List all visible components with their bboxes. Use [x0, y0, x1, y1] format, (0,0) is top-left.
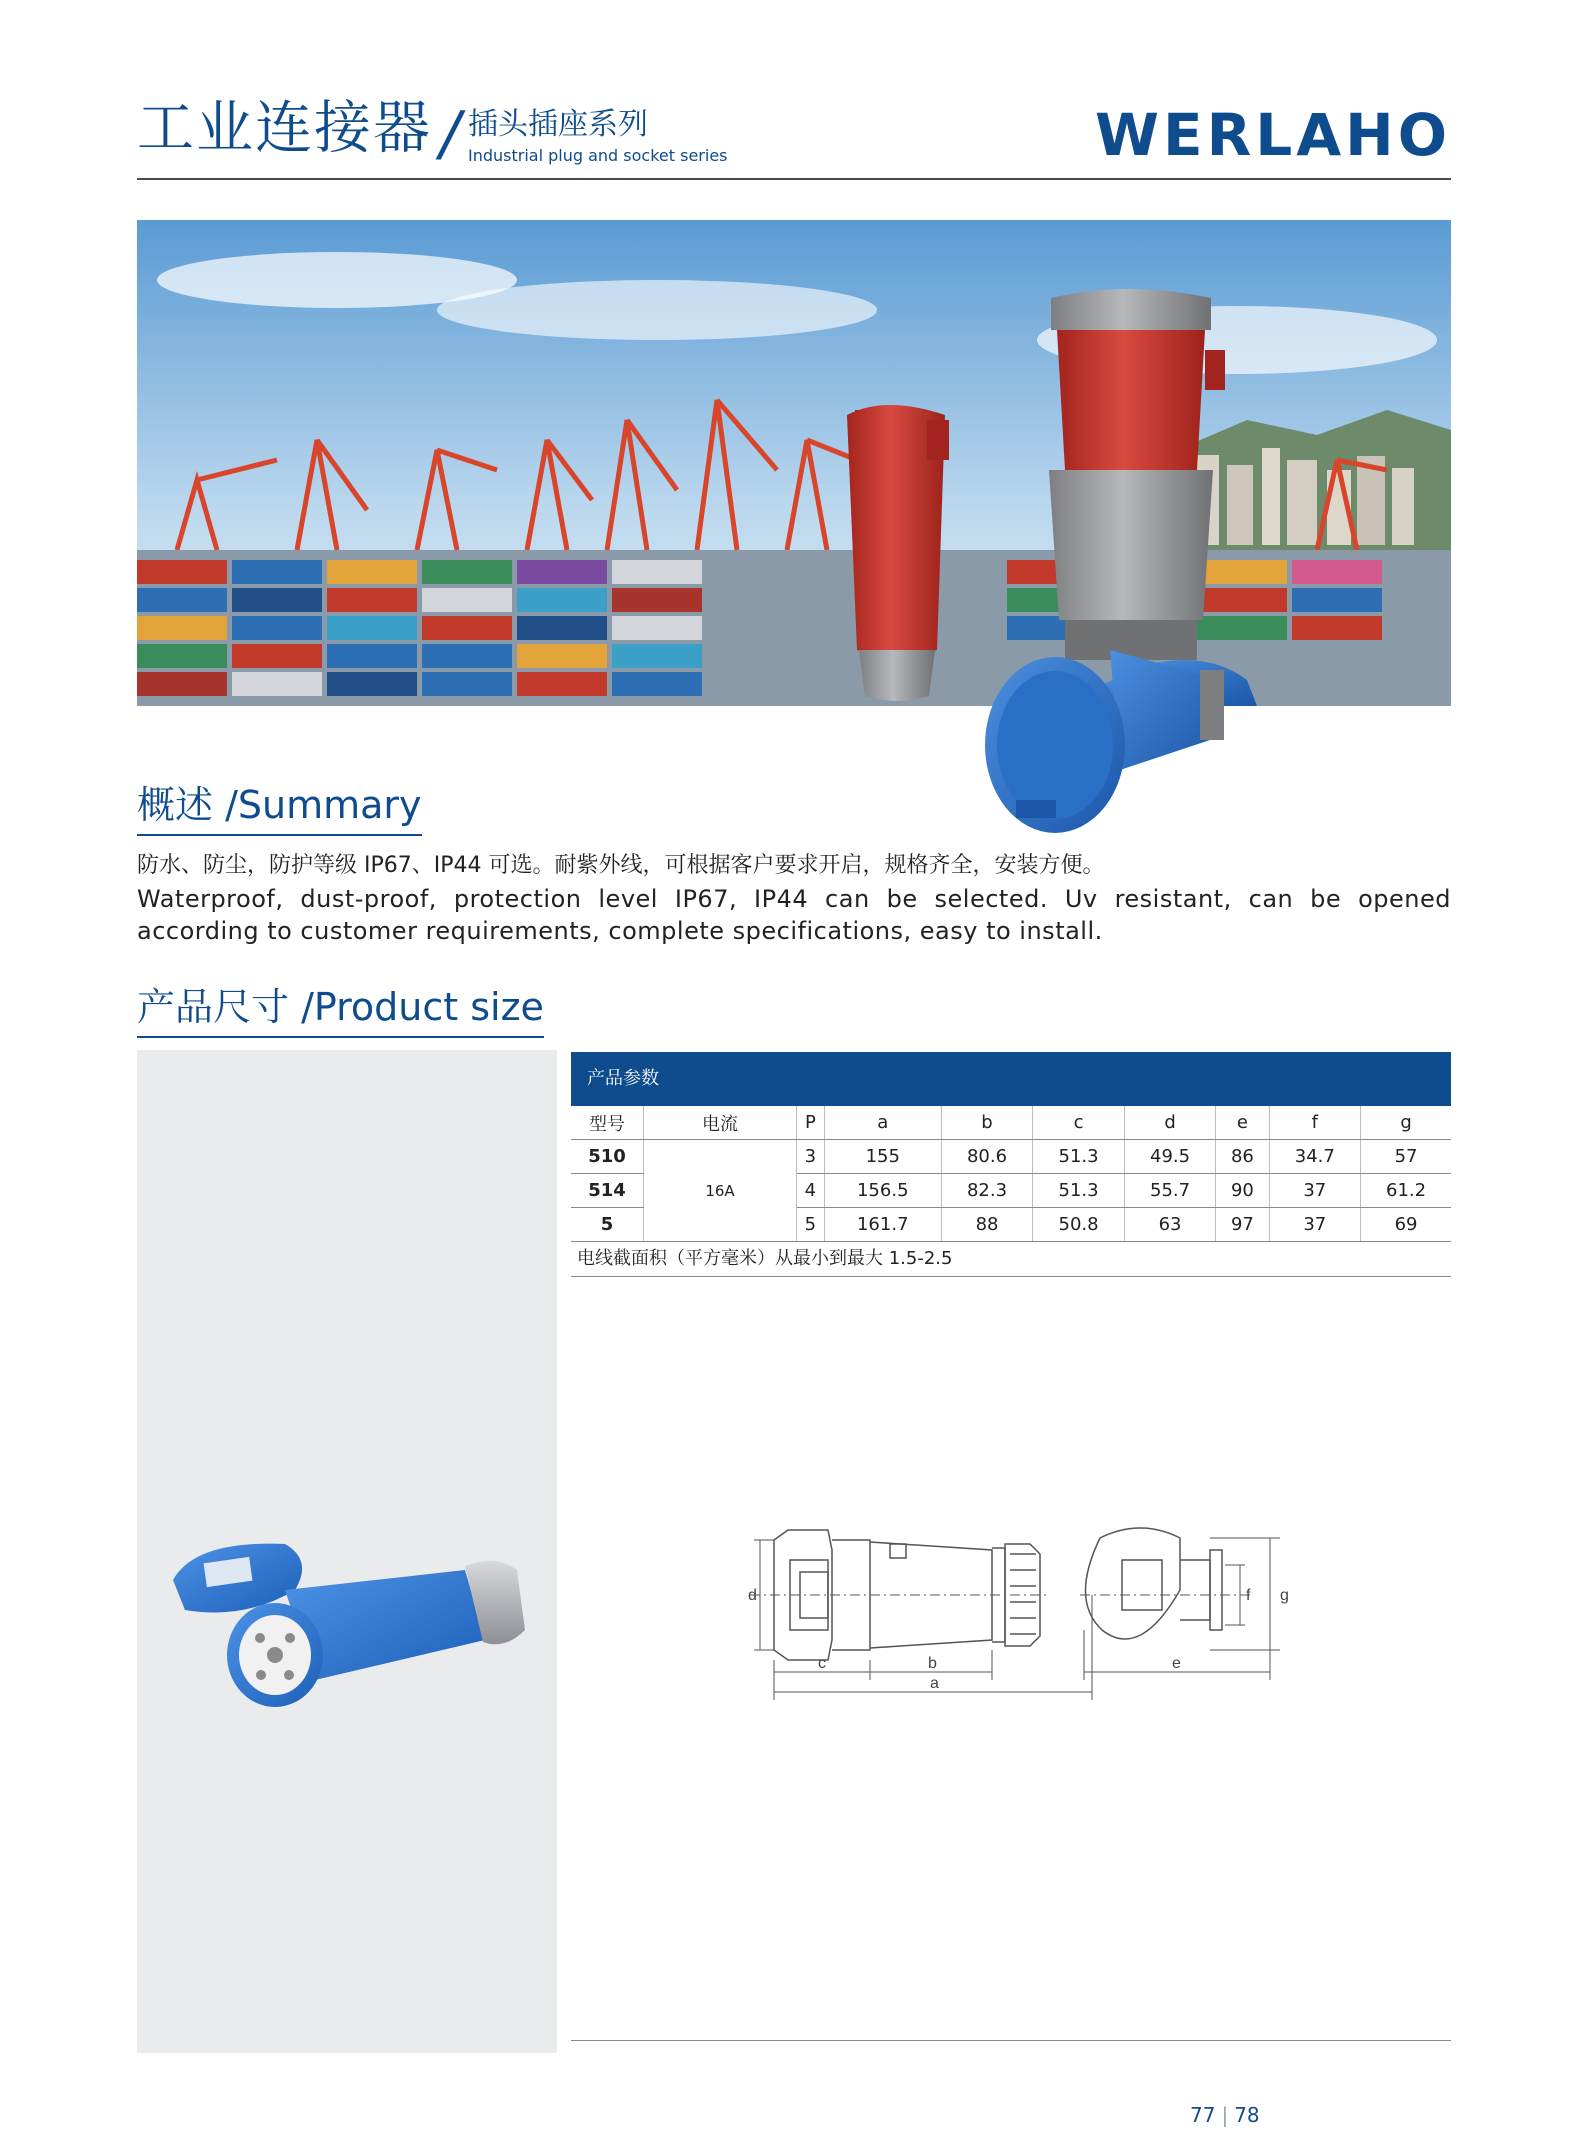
cell-e: 90	[1216, 1174, 1269, 1208]
header-p: P	[797, 1106, 825, 1140]
cell-p: 5	[797, 1208, 825, 1242]
product-size-heading: 产品尺寸 /Product size	[137, 988, 544, 1038]
summary-text-en: Waterproof, dust-proof, protection level IP67, IP44 can be selected. Uv resistant, can be opened according to customer requirements, complete specifications, easy to install.	[137, 885, 1451, 945]
spec-table-title: 产品参数	[571, 1052, 1451, 1106]
dimension-drawing	[740, 1520, 1330, 1700]
cell-p: 3	[797, 1140, 825, 1174]
spec-table-note: 电线截面积（平方毫米）从最小到最大 1.5-2.5	[571, 1242, 1451, 1277]
cell-a: 156.5	[824, 1174, 941, 1208]
header-e: e	[1216, 1106, 1269, 1140]
header-a: a	[824, 1106, 941, 1140]
footer-divider	[571, 2040, 1451, 2041]
page-number-separator: |	[1221, 2103, 1229, 2127]
cell-d: 63	[1124, 1208, 1216, 1242]
red-plug-product	[847, 405, 949, 701]
page-number-left: 77	[1190, 2103, 1216, 2127]
page-number	[1190, 2105, 1260, 2125]
cell-c: 50.8	[1033, 1208, 1125, 1242]
summary-heading: 概述 /Summary	[137, 786, 422, 836]
header-c: c	[1033, 1106, 1125, 1140]
table-row	[571, 1140, 1451, 1174]
dim-label-g: g	[1280, 1587, 1289, 1604]
cell-g: 61.2	[1361, 1174, 1451, 1208]
cell-c: 51.3	[1033, 1174, 1125, 1208]
page-number-right: 78	[1234, 2103, 1260, 2127]
brand-logo: WERLAHO	[1095, 101, 1451, 169]
cell-e: 86	[1216, 1140, 1269, 1174]
cell-a: 161.7	[824, 1208, 941, 1242]
header-title-cn: 工业连接器	[137, 95, 432, 161]
cell-current: 16A	[644, 1140, 797, 1242]
summary-text-cn: 防水、防尘，防护等级 IP67、IP44 可选。耐紫外线，可根据客户要求开启，规格齐全，安装方便。	[137, 853, 1105, 878]
cell-p: 4	[797, 1174, 825, 1208]
dim-label-c: c	[818, 1655, 826, 1672]
cell-b: 82.3	[941, 1174, 1033, 1208]
spec-table-grid	[571, 1106, 1451, 1242]
blue-socket-overhang	[960, 650, 1230, 850]
header-slash: /	[440, 99, 461, 169]
header-subtitle-cn: 插头插座系列	[468, 107, 648, 142]
dim-label-e: e	[1172, 1655, 1181, 1672]
header-subtitle-en: Industrial plug and socket series	[468, 146, 728, 165]
cell-f: 34.7	[1269, 1140, 1361, 1174]
cell-g: 57	[1361, 1140, 1451, 1174]
header-g: g	[1361, 1106, 1451, 1140]
cell-f: 37	[1269, 1208, 1361, 1242]
banner-image	[137, 220, 1451, 706]
header-current: 电流	[644, 1106, 797, 1140]
header-divider	[137, 178, 1451, 180]
header-b: b	[941, 1106, 1033, 1140]
dim-label-b: b	[928, 1655, 937, 1672]
dim-label-d: d	[748, 1587, 757, 1604]
cell-model: 510	[571, 1140, 644, 1174]
cell-d: 49.5	[1124, 1140, 1216, 1174]
port-scene-illustration	[137, 220, 1451, 706]
red-grey-plug-product	[1049, 289, 1225, 660]
cell-d: 55.7	[1124, 1174, 1216, 1208]
header-f: f	[1269, 1106, 1361, 1140]
cell-b: 80.6	[941, 1140, 1033, 1174]
cell-f: 37	[1269, 1174, 1361, 1208]
spec-table	[571, 1052, 1451, 1277]
cell-e: 97	[1216, 1208, 1269, 1242]
header-model: 型号	[571, 1106, 644, 1140]
cell-c: 51.3	[1033, 1140, 1125, 1174]
header-d: d	[1124, 1106, 1216, 1140]
dim-label-a: a	[930, 1675, 939, 1692]
cell-b: 88	[941, 1208, 1033, 1242]
socket-product-photo	[165, 1530, 535, 1710]
cell-g: 69	[1361, 1208, 1451, 1242]
dim-label-f: f	[1246, 1587, 1251, 1604]
cell-model: 514	[571, 1174, 644, 1208]
cell-a: 155	[824, 1140, 941, 1174]
cell-model: 5	[571, 1208, 644, 1242]
spec-table-header-row	[571, 1106, 1451, 1140]
